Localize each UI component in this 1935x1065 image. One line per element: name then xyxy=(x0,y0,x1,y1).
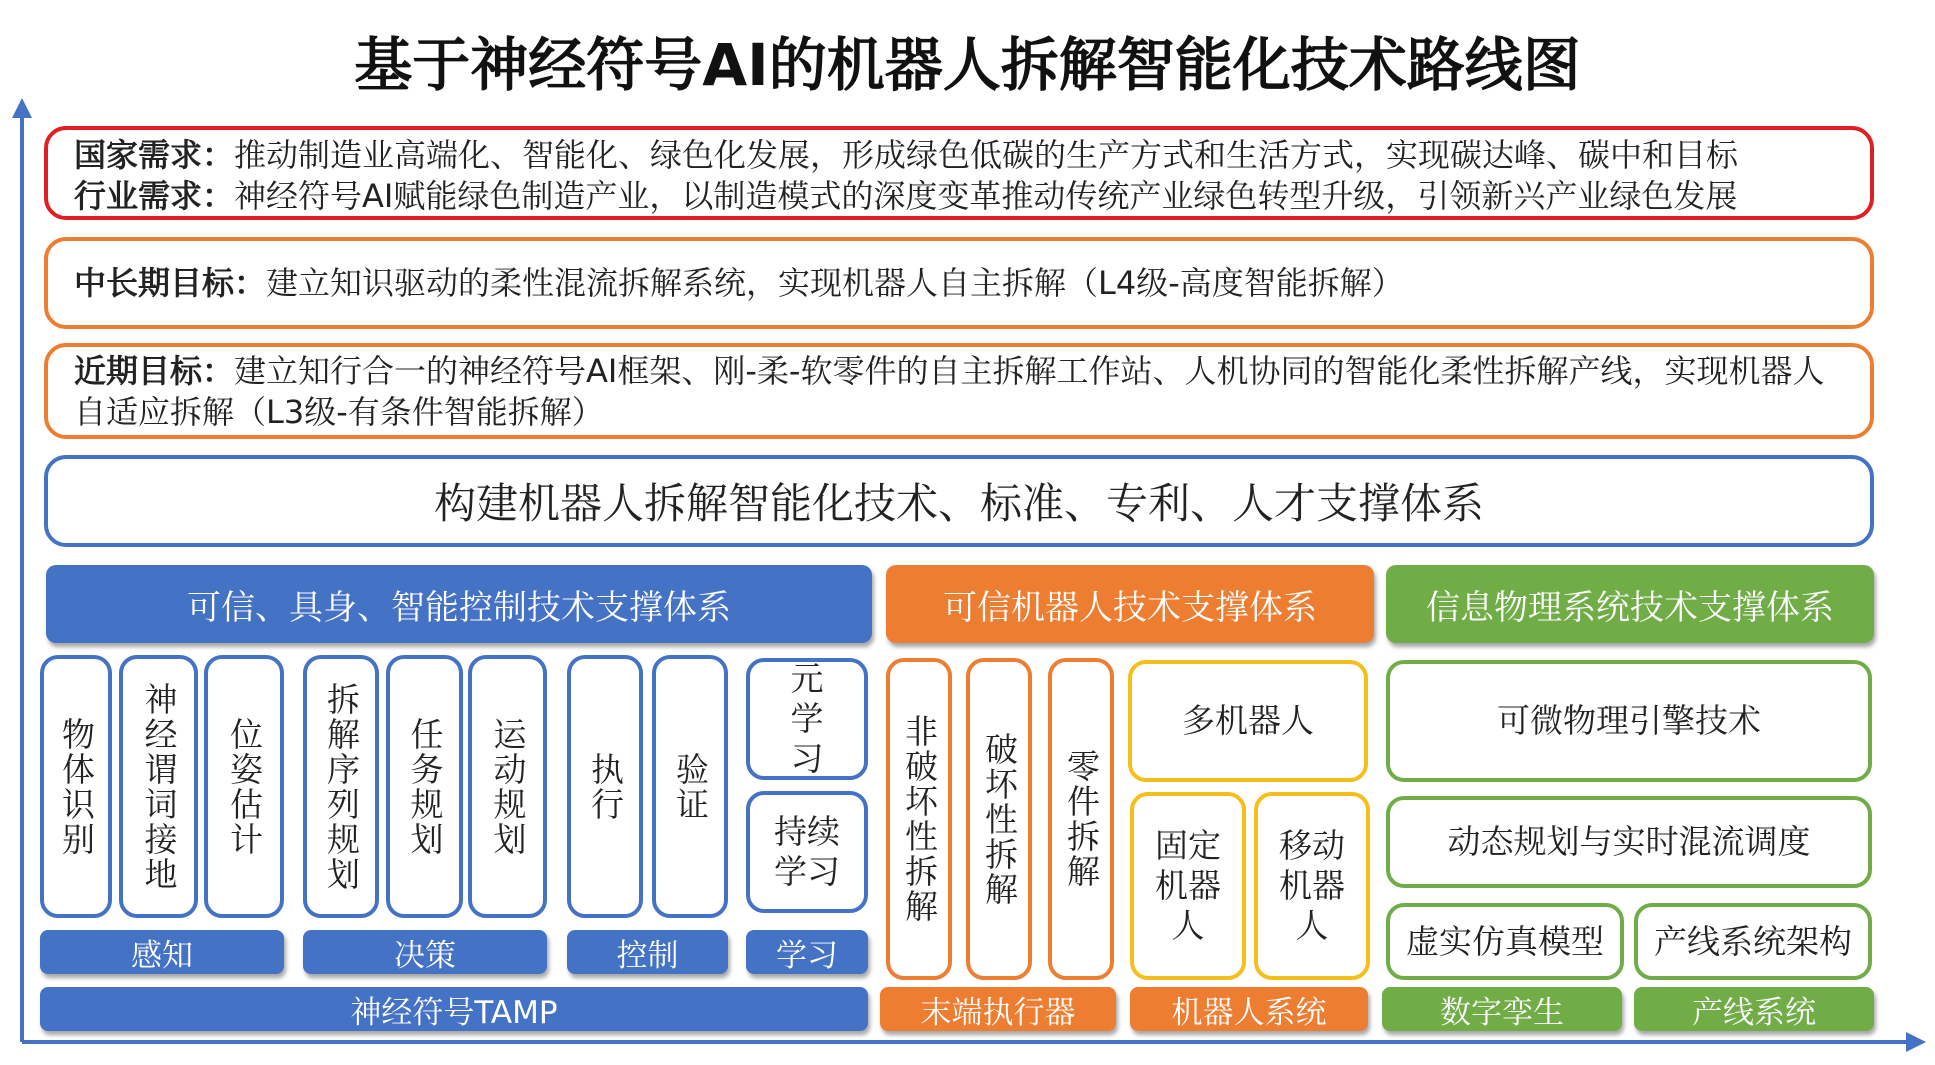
x-axis-arrow xyxy=(1906,1032,1926,1052)
card-line-architecture: 产线系统架构 xyxy=(1634,903,1872,980)
card-pose-estimation: 位姿估计 xyxy=(204,655,284,918)
industry-demand-label: 行业需求： xyxy=(74,177,235,215)
group-robot-system: 机器人系统 xyxy=(1130,987,1368,1031)
group-perception: 感知 xyxy=(40,930,284,974)
industry-demand xyxy=(74,176,1844,217)
support-system-box: 构建机器人拆解智能化技术、标准、专利、人才支撑体系 xyxy=(44,455,1874,547)
group-control: 控制 xyxy=(567,930,728,974)
card-motion-planning: 运动规划 xyxy=(468,655,547,918)
pillar-cps-header: 信息物理系统技术支撑体系 xyxy=(1386,565,1874,643)
group-end-effector: 末端执行器 xyxy=(880,987,1116,1031)
mid-long-goal-text: 建立知识驱动的柔性混流拆解系统，实现机器人自主拆解（L4级-高度智能拆解） xyxy=(266,264,1404,302)
card-object-recognition: 物体识别 xyxy=(40,655,112,918)
card-multi-robot: 多机器人 xyxy=(1128,660,1368,782)
near-goal-label: 近期目标： xyxy=(74,352,235,390)
industry-demand-text: 神经符号AI赋能绿色制造产业，以制造模式的深度变革推动传统产业绿色转型升级，引领新兴产业绿色发展 xyxy=(234,177,1738,215)
group-line-system: 产线系统 xyxy=(1634,987,1874,1031)
demand-box xyxy=(44,126,1874,220)
group-decision: 决策 xyxy=(303,930,547,974)
national-demand-label: 国家需求： xyxy=(74,136,235,174)
card-task-planning: 任务规划 xyxy=(386,655,463,918)
national-demand-text: 推动制造业高端化、智能化、绿色化发展，形成绿色低碳的生产方式和生活方式，实现碳达峰、碳中和目标 xyxy=(234,136,1739,174)
near-goal-box xyxy=(44,343,1874,439)
card-execution: 执行 xyxy=(567,655,643,918)
card-virtual-model: 虚实仿真模型 xyxy=(1386,903,1624,980)
card-fixed-robot: 固定机器人 xyxy=(1130,792,1246,980)
card-sequence-planning: 拆解序列规划 xyxy=(303,655,379,918)
group-digital-twin: 数字孪生 xyxy=(1382,987,1622,1031)
card-verification: 验证 xyxy=(652,655,728,918)
card-physics-engine: 可微物理引擎技术 xyxy=(1386,660,1872,782)
pillar-control-header: 可信、具身、智能控制技术支撑体系 xyxy=(46,565,872,643)
card-meta-learning: 元学习 xyxy=(746,658,868,780)
mid-long-goal-label: 中长期目标： xyxy=(74,264,267,302)
group-tamp: 神经符号TAMP xyxy=(40,987,868,1031)
card-part-disassembly: 零件拆解 xyxy=(1048,658,1114,980)
card-destructive: 破坏性拆解 xyxy=(966,658,1032,980)
page-title: 基于神经符号AI的机器人拆解智能化技术路线图 xyxy=(354,31,1581,99)
near-goal-text: 建立知行合一的神经符号AI框架、刚-柔-软零件的自主拆解工作站、人机协同的智能化柔性拆解产线，实现机器人自适应拆解（L3级-有条件智能拆解） xyxy=(74,352,1825,431)
national-demand xyxy=(74,135,1844,176)
group-learning: 学习 xyxy=(746,930,868,974)
card-neuro-grounding: 神经谓词接地 xyxy=(119,655,198,918)
card-non-destructive: 非破坏性拆解 xyxy=(886,658,952,980)
mid-long-goal-box xyxy=(44,237,1874,329)
card-mobile-robot: 移动机器人 xyxy=(1254,792,1370,980)
pillar-robot-header: 可信机器人技术支撑体系 xyxy=(886,565,1374,643)
card-continual-learning: 持续学习 xyxy=(746,791,868,913)
card-dynamic-scheduling: 动态规划与实时混流调度 xyxy=(1386,796,1872,888)
